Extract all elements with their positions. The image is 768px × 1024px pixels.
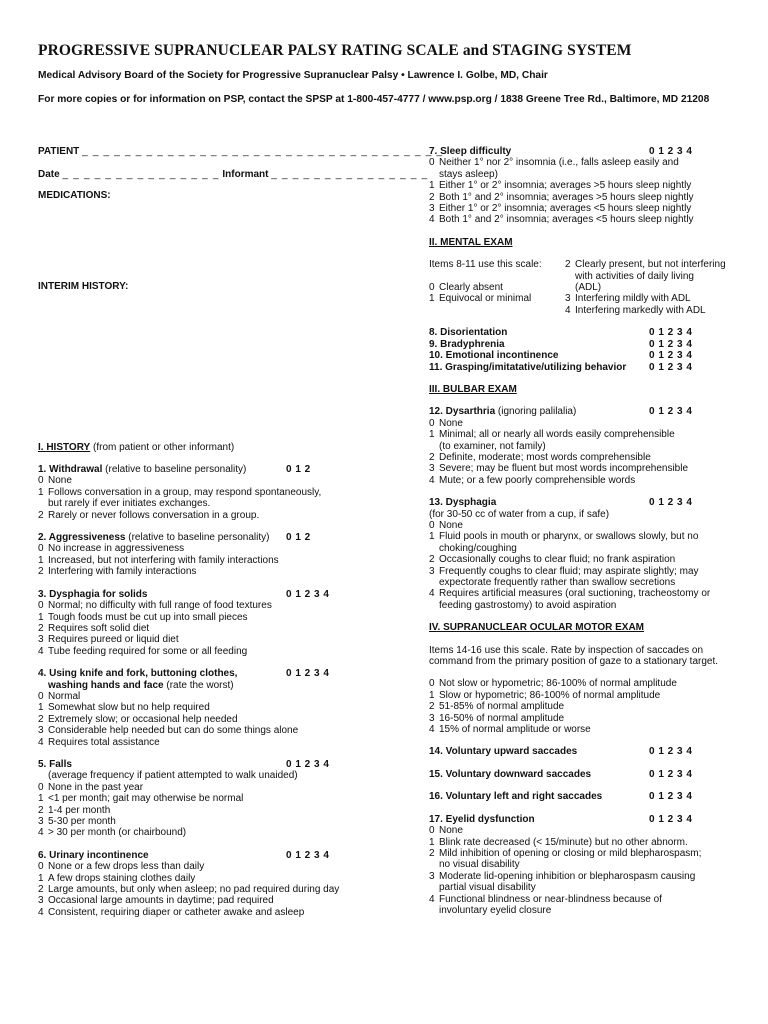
item-17-option-4: 4 Functional blindness or near-blindness because of [429,893,662,905]
item-12-option-0: 0 None [429,417,463,429]
item-6-option-0: 0 None or a few drops less than daily [38,861,205,873]
item-13-option-4: 4 Requires artificial measures (oral suctioning, tracheostomy or [429,588,711,600]
item-2-option-0: 0 No increase in aggressiveness [38,543,185,555]
left-column [38,146,444,918]
ocular-option-2: 2 51-85% of normal amplitude [429,701,565,713]
item-7-score: 0 1 2 3 4 [649,146,693,157]
ocular-option-4: 4 15% of normal amplitude or worse [429,724,591,736]
item-5-option-2: 2 1-4 per month [38,804,111,816]
item-17-option-1: 1 Blink rate decreased (< 15/minute) but no other abnorm. [429,836,688,848]
mental-scale [429,259,729,316]
item-8-disorientation: 8. Disorientation 0 1 2 3 4 [429,327,729,338]
mental-option-2-cont2: (ADL) [575,282,602,294]
item-1-option-1-cont: but rarely if ever initiates exchanges. [48,498,211,510]
medical-board-line: Medical Advisory Board of the Society for Progressive Supranuclear Palsy • Lawrence I. Golbe, MD, Chair [38,70,548,81]
date-informant-field[interactable] [38,169,429,181]
mental-option-1: 1 Equivocal or minimal [429,293,532,305]
mental-option-3: 3 Interfering mildly with ADL [565,293,691,305]
item-7-option-4: 4 Both 1° and 2° insomnia; averages <5 hours sleep nightly [429,214,694,226]
informant-blank: _ _ _ _ _ _ _ _ _ _ _ _ _ _ _ [271,169,429,181]
ocular-option-0: 0 Not slow or hypometric; 86-100% of normal amplitude [429,678,677,690]
item-10-emotional-incontinence: 10. Emotional incontinence 0 1 2 3 4 [429,350,729,361]
item-4-score: 0 1 2 3 4 [286,668,330,680]
item-11-score: 0 1 2 3 4 [649,361,693,373]
item-7-option-0-cont: stays asleep) [439,168,498,180]
mental-option-2-cont: with activities of daily living [575,270,694,282]
item-3-score: 0 1 2 3 4 [286,588,330,600]
item-12-score: 0 1 2 3 4 [649,406,693,418]
item-2-option-1: 1 Increased, but not interfering with family interactions [38,554,279,566]
item-7-option-1: 1 Either 1° or 2° insomnia; averages >5 hours sleep nightly [429,180,692,192]
item-13-option-3-cont: expectorate frequently rather than swallow secretions [439,577,676,588]
item-6-option-4: 4 Consistent, requiring diaper or catheter awake and asleep [38,906,305,918]
item-7-sleep-difficulty: 7. Sleep difficulty 0 1 2 3 4 [429,146,729,157]
item-13-option-4-cont: feeding gastrostomy) to avoid aspiration [439,599,617,611]
date-label: Date [38,169,60,181]
item-12-dysarthria: 12. Dysarthria (ignoring palilalia) 0 1 2 3 4 [429,406,729,417]
item-11-grasping: 11. Grasping/imitatative/utilizing behavior 0 1 2 3 4 [429,362,729,373]
item-17-option-3: 3 Moderate lid-opening inhibition or blepharospasm causing [429,870,696,882]
item-2-option-2: 2 Interfering with family interactions [38,566,197,578]
item-12-option-1-cont: (to examiner, not family) [439,440,546,452]
item-6-option-1: 1 A few drops staining clothes daily [38,872,196,884]
item-3-option-4: 4 Tube feeding required for some or all feeding [38,645,248,657]
mental-option-4: 4 Interfering markedly with ADL [565,304,706,316]
item-14-upward-saccades: 14. Voluntary upward saccades 0 1 2 3 4 [429,746,729,757]
contact-line: For more copies or for information on PSP, contact the SPSP at 1-800-457-4777 / www.psp.org / 1838 Greene Tree Rd., Baltimore, MD 21208 [38,94,710,105]
item-6-urinary-incontinence: 6. Urinary incontinence 0 1 2 3 4 [38,850,368,861]
item-6-option-3: 3 Occasional large amounts in daytime; pad required [38,895,274,907]
mental-scale-intro: Items 8-11 use this scale: [429,259,542,271]
right-column [429,146,729,916]
history-heading: I. HISTORY (from patient or other informant) [38,441,235,453]
patient-blank: _ _ _ _ _ _ _ _ _ _ _ _ _ _ _ _ _ _ _ _ _ _ _ _ _ _ _ _ _ _ _ _ _ _ [82,146,444,157]
item-3-option-0: 0 Normal; no difficulty with full range of food textures [38,600,272,612]
ocular-exam-heading: IV. SUPRANUCLEAR OCULAR MOTOR EXAM [429,622,645,634]
item-16-score: 0 1 2 3 4 [649,791,693,803]
item-16-lateral-saccades: 16. Voluntary left and right saccades 0 1 2 3 4 [429,791,729,802]
item-17-eyelid-dysfunction: 17. Eyelid dysfunction 0 1 2 3 4 [429,814,729,825]
item-5-option-4: 4 > 30 per month (or chairbound) [38,827,187,839]
item-4-option-2: 2 Extremely slow; or occasional help needed [38,713,238,725]
bulbar-exam-heading: III. BULBAR EXAM [429,383,517,395]
item-9-bradyphrenia: 9. Bradyphrenia 0 1 2 3 4 [429,339,729,350]
item-4-knife-fork: 4. Using knife and fork, buttoning clothes, 0 1 2 3 4 [38,668,368,679]
item-2-score: 0 1 2 [286,532,311,544]
item-13-option-3: 3 Frequently coughs to clear fluid; may aspirate slightly; may [429,565,699,577]
item-4-option-1: 1 Somewhat slow but no help required [38,702,210,714]
patient-label: PATIENT [38,146,80,157]
item-3-option-1: 1 Tough foods must be cut up into small pieces [38,611,248,623]
item-1-option-1: 1 Follows conversation in a group, may respond spontaneously, [38,486,322,498]
item-13-option-2: 2 Occasionally coughs to clear fluid; no frank aspiration [429,554,676,566]
item-17-option-2: 2 Mild inhibition of opening or closing or mild blepharospasm; [429,847,702,859]
item-3-option-3: 3 Requires pureed or liquid diet [38,634,179,646]
item-4-option-0: 0 Normal [38,690,81,702]
item-8-score: 0 1 2 3 4 [649,327,693,339]
ocular-option-1: 1 Slow or hypometric; 86-100% of normal amplitude [429,689,661,701]
item-7-option-0: 0 Neither 1° nor 2° insomnia (i.e., falls asleep easily and [429,157,679,169]
item-12-option-2: 2 Definite, moderate; most words comprehensible [429,451,651,463]
item-13-note: (for 30-50 cc of water from a cup, if safe) [429,508,610,520]
item-5-note: (average frequency if patient attempted to walk unaided) [48,770,298,782]
mental-exam-heading: II. MENTAL EXAM [429,236,513,248]
item-5-option-3: 3 5-30 per month [38,816,116,827]
item-14-score: 0 1 2 3 4 [649,746,693,758]
document-title: PROGRESSIVE SUPRANUCLEAR PALSY RATING SCALE and STAGING SYSTEM [38,42,632,59]
interim-history-label: INTERIM HISTORY: [38,281,129,293]
item-4-option-3: 3 Considerable help needed but can do some things alone [38,725,299,737]
item-4-option-4: 4 Requires total assistance [38,736,160,748]
item-17-option-3-cont: partial visual disability [439,882,536,894]
item-17-score: 0 1 2 3 4 [649,813,693,825]
mental-option-0: 0 Clearly absent [429,282,503,294]
item-13-dysphagia: 13. Dysphagia 0 1 2 3 4 [429,497,729,508]
item-5-option-1: 1 <1 per month; gait may otherwise be normal [38,793,244,805]
item-3-dysphagia-solids: 3. Dysphagia for solids 0 1 2 3 4 [38,589,368,600]
item-13-option-1: 1 Fluid pools in mouth or pharynx, or swallows slowly, but no [429,531,699,543]
item-13-score: 0 1 2 3 4 [649,497,693,509]
ocular-intro-2: command from the primary position of gaze to a stationary target. [429,656,719,668]
item-10-score: 0 1 2 3 4 [649,350,693,362]
ocular-option-3: 3 16-50% of normal amplitude [429,712,565,724]
item-6-option-2: 2 Large amounts, but only when asleep; no pad required during day [38,884,340,896]
item-13-option-1-cont: choking/coughing [439,542,517,554]
item-12-option-1: 1 Minimal; all or nearly all words easily comprehensible [429,429,675,441]
item-17-option-0: 0 None [429,825,463,837]
mental-option-2: 2 Clearly present, but not interfering [565,259,726,271]
item-1-option-2: 2 Rarely or never follows conversation in a group. [38,509,260,521]
item-1-option-0: 0 None [38,475,72,487]
item-9-score: 0 1 2 3 4 [649,338,693,350]
medications-label: MEDICATIONS: [38,189,111,201]
item-5-option-0: 0 None in the past year [38,781,144,793]
patient-field[interactable] [38,146,444,157]
item-1-score: 0 1 2 [286,464,311,476]
item-7-option-2: 2 Both 1° and 2° insomnia; averages >5 hours sleep nightly [429,191,694,203]
item-7-option-3: 3 Either 1° or 2° insomnia; averages <5 hours sleep nightly [429,203,692,215]
item-13-option-0: 0 None [429,519,463,531]
item-15-downward-saccades: 15. Voluntary downward saccades 0 1 2 3 4 [429,769,729,780]
item-1-withdrawal: 1. Withdrawal (relative to baseline personality) 0 1 2 [38,464,368,475]
item-17-option-2-cont: no visual disability [439,859,520,871]
informant-label: Informant [222,169,269,181]
ocular-intro-1: Items 14-16 use this scale. Rate by inspection of saccades on [429,644,704,656]
item-2-aggressiveness: 2. Aggressiveness (relative to baseline personality) 0 1 2 [38,532,368,543]
item-4-title-cont: washing hands and face (rate the worst) [48,679,234,691]
item-5-score: 0 1 2 3 4 [286,758,330,770]
item-15-score: 0 1 2 3 4 [649,768,693,780]
date-blank: _ _ _ _ _ _ _ _ _ _ _ _ _ _ _ [62,169,220,181]
item-12-option-3: 3 Severe; may be fluent but most words incomprehensible [429,463,689,475]
item-17-option-4-cont: involuntary eyelid closure [439,904,552,916]
item-3-option-2: 2 Requires soft solid diet [38,622,150,634]
item-6-score: 0 1 2 3 4 [286,849,330,861]
item-12-option-4: 4 Mute; or a few poorly comprehensible words [429,474,636,486]
item-5-falls: 5. Falls 0 1 2 3 4 [38,759,368,770]
